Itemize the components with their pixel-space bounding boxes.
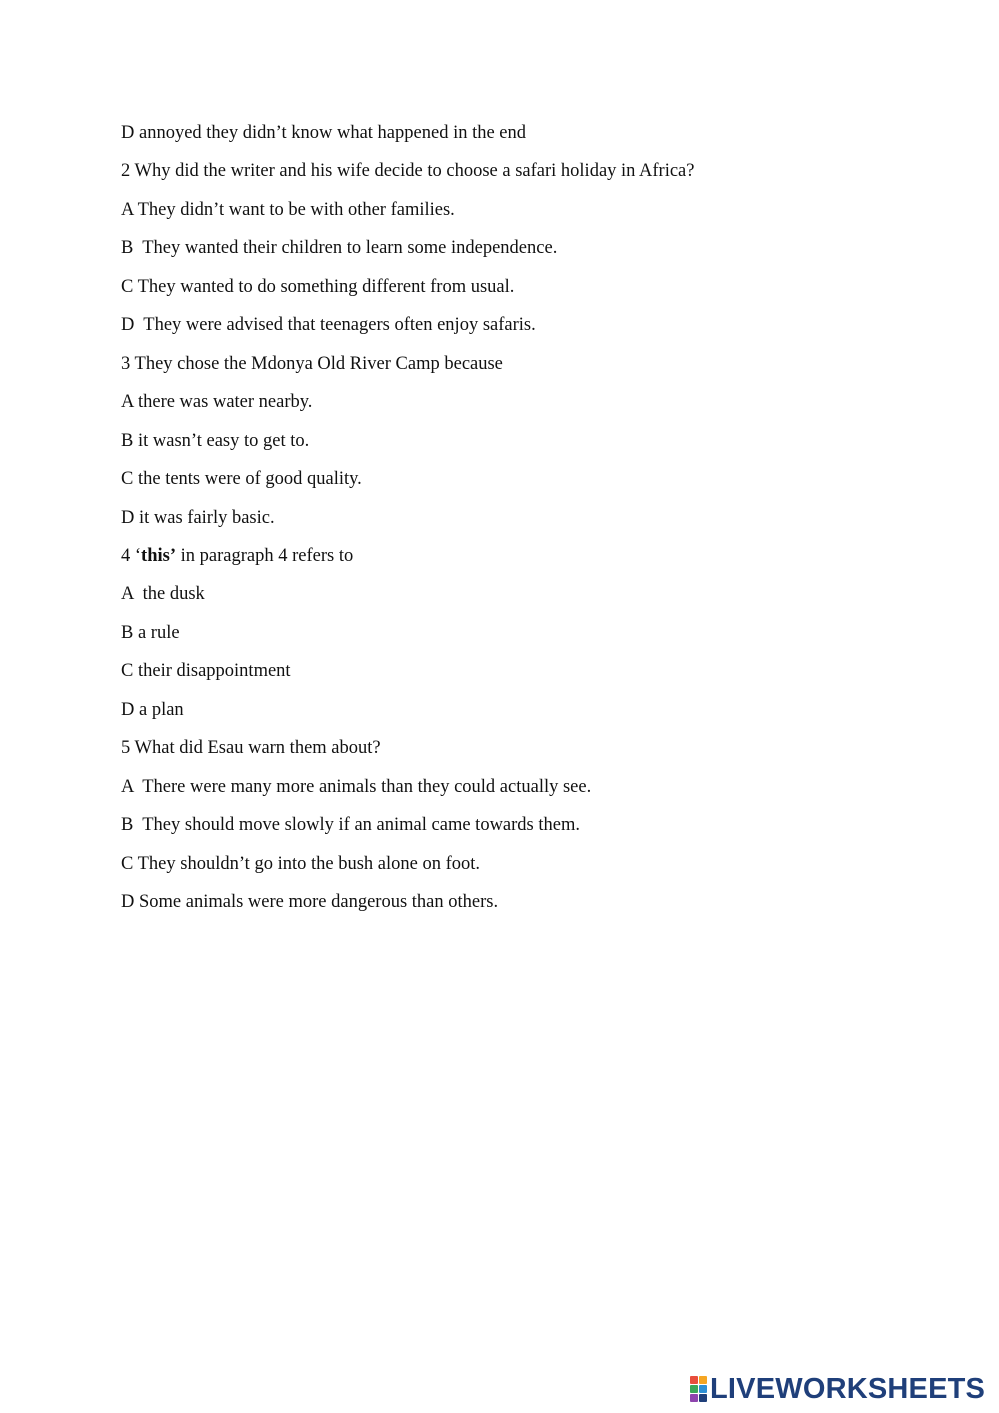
text-line: B it wasn’t easy to get to. xyxy=(121,431,310,451)
text-line: C their disappointment xyxy=(121,661,291,681)
text-line: D a plan xyxy=(121,700,184,720)
liveworksheets-logo xyxy=(690,1374,985,1404)
text-line: 3 They chose the Mdonya Old River Camp because xyxy=(121,354,503,374)
text-line: A there was water nearby. xyxy=(121,392,313,412)
text-line: D it was fairly basic. xyxy=(121,508,275,528)
text-line: D annoyed they didn’t know what happened in the end xyxy=(121,123,527,143)
question-text: in paragraph 4 refers to xyxy=(176,546,354,566)
question-line xyxy=(121,545,353,567)
text-line: A There were many more animals than they could actually see. xyxy=(121,777,592,797)
liveworksheets-logo-icon xyxy=(690,1376,707,1402)
text-line: C They wanted to do something different from usual. xyxy=(121,277,515,297)
text-line: D Some animals were more dangerous than others. xyxy=(121,892,499,912)
text-line: 5 What did Esau warn them about? xyxy=(121,738,381,758)
text-line: B a rule xyxy=(121,623,180,643)
text-line: B They should move slowly if an animal came towards them. xyxy=(121,815,580,835)
text-line: D They were advised that teenagers often enjoy safaris. xyxy=(121,315,536,335)
text-line: A They didn’t want to be with other families. xyxy=(121,200,455,220)
emphasized-word: this’ xyxy=(141,546,176,566)
question-number: 4 ‘ xyxy=(121,546,142,566)
logo-text: LIVEWORKSHEETS xyxy=(710,1373,986,1405)
text-line: 2 Why did the writer and his wife decide to choose a safari holiday in Africa? xyxy=(121,161,695,181)
text-line: B They wanted their children to learn some independence. xyxy=(121,238,558,258)
text-line: C the tents were of good quality. xyxy=(121,469,362,489)
text-line: A the dusk xyxy=(121,584,205,604)
text-line: C They shouldn’t go into the bush alone on foot. xyxy=(121,854,481,874)
